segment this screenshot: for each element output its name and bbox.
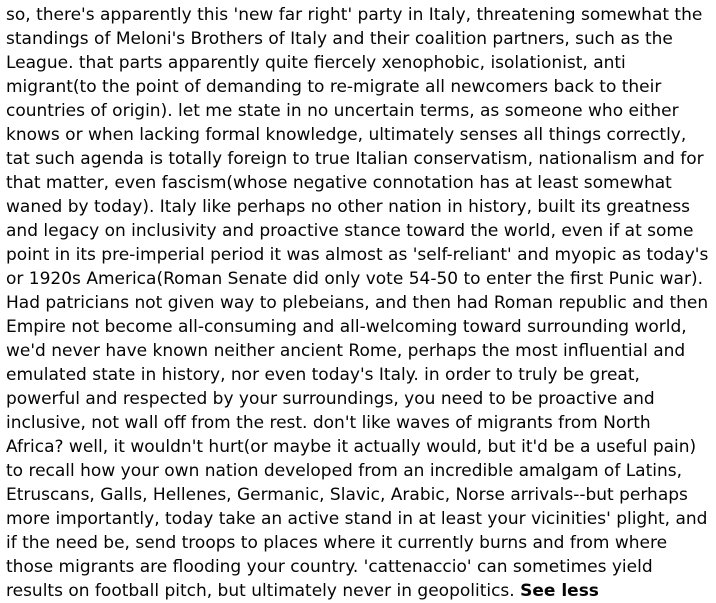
post-body-paragraph	[6, 3, 712, 603]
post-body-text: so, there's apparently this 'new far right' party in Italy, threatening somewhat the standings of Meloni's Brothers of Italy and their coalition partners, such as the League. that parts apparently quite fiercely xenophobic, isolationist, anti migrant(to the point of demanding to re-migrate all newcomers back to their countries of origin). let me state in no uncertain terms, as someone who either knows or when lacking formal knowledge, ultimately senses all things correctly, tat such agenda is totally foreign to true Italian conservatism, nationalism and for that matter, even fascism(whose negative connotation has at least somewhat waned by today). Italy like perhaps no other nation in history, built its greatness and legacy on inclusivity and proactive stance toward the world, even if at some point in its pre-imperial period it was almost as 'self-reliant' and myopic as today's or 1920s America(Roman Senate did only vote 54-50 to enter the first Punic war). Had patricians not given way to plebeians, and then had Roman republic and then Empire not become all-consuming and all-welcoming toward surrounding world, we'd never have known neither ancient Rome, perhaps the most influential and emulated state in history, nor even today's Italy. in order to truly be great, powerful and respected by your surroundings, you need to be proactive and inclusive, not wall off from the rest. don't like waves of migrants from North Africa? well, it wouldn't hurt(or maybe it actually would, but it'd be a useful pain) to recall how your own nation developed from an incredible amalgam of Latins, Etruscans, Galls, Hellenes, Germanic, Slavic, Arabic, Norse arrivals--but perhaps more importantly, today take an active stand in at least your vicinities' plight, and if the need be, send troops to places where it currently burns and from where those migrants are flooding your country. 'cattenaccio' can sometimes yield results on football pitch, but ultimately never in geopolitics.	[6, 5, 709, 601]
see-less-button[interactable]: See less	[520, 581, 599, 601]
